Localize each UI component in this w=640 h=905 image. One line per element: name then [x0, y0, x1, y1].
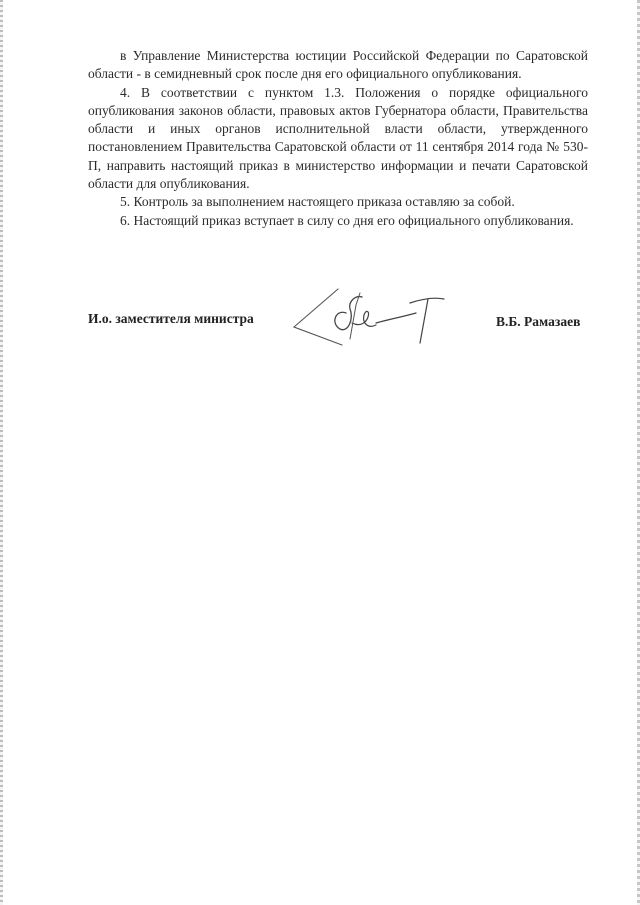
- handwritten-signature: [290, 283, 455, 355]
- signer-title: И.о. заместителя министра: [88, 311, 254, 326]
- paragraph-item-4: 4. В соответствии с пунктом 1.3. Положения о порядке официального опубликования законов области, правовых актов Губернатора области, Правительства области и иных органов исполнительной власти области, утвержденного постановлением Правительства Саратовской области от 11 сентября 2014 года № 530-П, направить настоящий приказ в министерство информации и печати Саратовской области для опубликования.: [88, 84, 588, 192]
- paragraph-continuation: в Управление Министерства юстиции Российской Федерации по Саратовской области - в семидневный срок после дня его официального опубликования.: [88, 48, 588, 82]
- paragraph-item-5: 5. Контроль за выполнением настоящего приказа оставляю за собой.: [120, 194, 515, 210]
- signer-name: В.Б. Рамазаев: [496, 314, 581, 329]
- paragraph-item-6: 6. Настоящий приказ вступает в силу со дня его официального опубликования.: [120, 212, 574, 228]
